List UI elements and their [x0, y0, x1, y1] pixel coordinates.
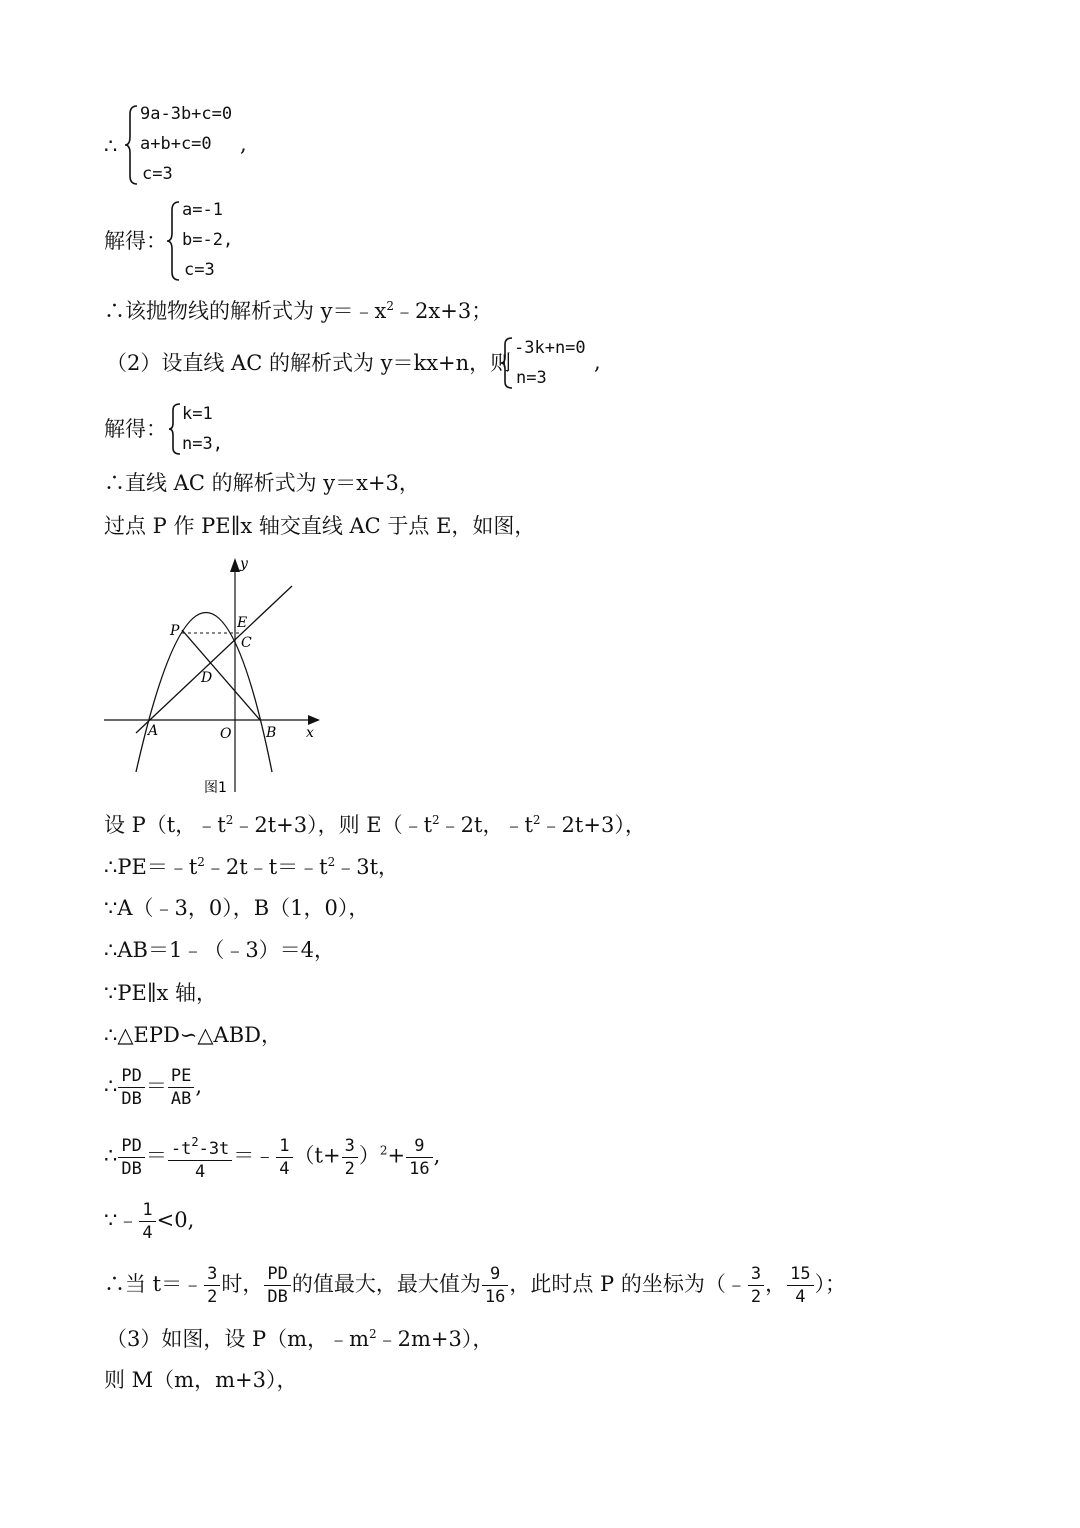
- equation-n: n=3: [516, 368, 547, 388]
- points-a-b: ∵A（﹣3，0），B（1，0），: [104, 896, 370, 920]
- label-o: O: [220, 726, 232, 742]
- part3-set-p: （3）如图，设 P（m，$﹣m^2﹣2m+3$），: [106, 1327, 494, 1351]
- ab-length: ∴AB＝1﹣（﹣3）＝4，: [104, 938, 336, 962]
- solve-label: 解得：: [104, 229, 167, 253]
- equation-3: c=3: [142, 164, 173, 184]
- y-axis-arrow-icon: [230, 558, 240, 572]
- similar-triangles: ∴△EPD∽△ABD，: [104, 1023, 282, 1047]
- solution-a: a=-1: [182, 200, 223, 220]
- left-brace-icon: [168, 402, 182, 456]
- solution-k: k=1: [182, 404, 213, 424]
- parabola-expression: ∴该抛物线的解析式为 $y=﹣x^2﹣2x+3$；: [104, 299, 493, 323]
- pe-parallel: ∵PE∥x 轴，: [104, 981, 218, 1005]
- label-y: y: [240, 556, 248, 572]
- comma: ,: [594, 350, 601, 374]
- point-m: 则 M（m，m+3），: [104, 1368, 298, 1392]
- line-ac: [136, 586, 292, 733]
- label-a: A: [148, 723, 159, 739]
- left-brace-icon: [124, 104, 140, 186]
- coefficient-negative: ∵﹣ $\frac{1}{4}$ <0,: [104, 1200, 195, 1243]
- label-p: P: [170, 623, 180, 639]
- figure-caption: 图1: [204, 780, 227, 796]
- maximum-result: ∴当 t＝﹣ $\frac{3}{2}$ 时， $\frac{PD}{DB}$ 的值最大，最大值为 $\frac{9}{16}$ ，此时点 P 的坐标为（﹣ $\frac{3}{2}$ ， $\frac{15}{4}$ ）；: [104, 1264, 847, 1307]
- therefore-symbol: ∴: [104, 134, 118, 158]
- label-b: B: [266, 725, 277, 741]
- set-p-e: 设 P（t，$﹣t^2﹣2t+3$），则 $E(﹣t^2﹣2t$，$﹣t^2﹣2t+3$），: [104, 813, 646, 837]
- construction-text: 过点 P 作 PE∥x 轴交直线 AC 于点 E，如图，: [104, 514, 536, 538]
- left-brace-icon: [166, 200, 182, 282]
- equation-k: -3k+n=0: [514, 338, 586, 358]
- label-x: x: [306, 725, 314, 741]
- setup-text: （2）设直线 AC 的解析式为 y＝kx+n，则: [106, 351, 512, 375]
- x-axis-arrow-icon: [308, 715, 320, 725]
- label-c: C: [241, 635, 252, 651]
- solve-label: 解得：: [104, 417, 167, 441]
- equation-1: 9a-3b+c=0: [140, 104, 233, 124]
- line-ac-expression: ∴直线 AC 的解析式为 y＝x+3，: [104, 471, 420, 495]
- ratio-equation: ∴ $\frac{PD}{DB}$ ＝ $\frac{PE}{AB}$ ,: [104, 1066, 203, 1109]
- solution-b: b=-2,: [182, 230, 234, 250]
- solution-c: c=3: [184, 260, 215, 280]
- figure-1: [100, 550, 330, 800]
- solution-n: n=3,: [182, 434, 223, 454]
- equation-2: a+b+c=0: [140, 134, 212, 154]
- label-e: E: [237, 615, 248, 631]
- left-brace-icon: [500, 336, 514, 390]
- comma: ,: [240, 132, 247, 156]
- ratio-quadratic: ∴ $\frac{PD}{DB}$ ＝ $\frac{-t^2-3t}{4}$ ＝﹣ $\frac{1}{4}$ （t+ $\frac{3}{2}$ ）$^2$+ $\frac{9}{16}$ ,: [104, 1132, 440, 1182]
- label-d: D: [201, 670, 213, 686]
- pe-length: $\therefore PE=﹣t^2﹣2t﹣t=﹣t^2﹣3t$，: [104, 855, 400, 879]
